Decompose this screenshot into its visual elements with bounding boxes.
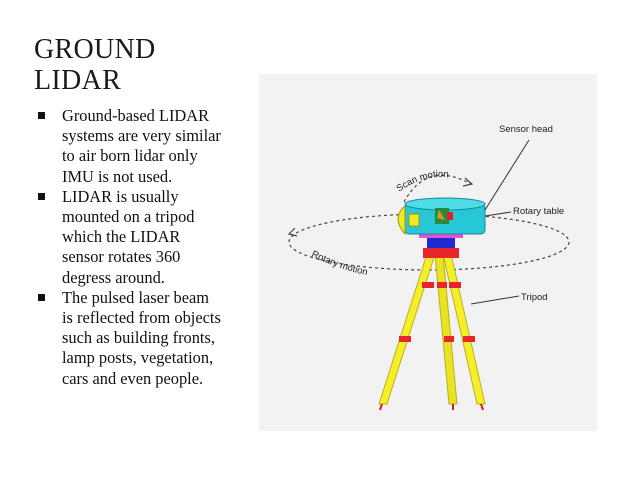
label-sensor-head: Sensor head xyxy=(499,124,553,135)
bullet-line: sensor rotates 360 xyxy=(62,247,181,267)
scan-motion-text: Scan motion xyxy=(394,168,450,195)
scan-arrow-icon xyxy=(463,178,472,186)
bullet-line: The pulsed laser beam xyxy=(62,287,210,307)
label-scan-motion xyxy=(395,169,450,194)
bullet-square-icon xyxy=(38,294,45,301)
slide-title xyxy=(34,34,156,96)
lidar-tripod-figure xyxy=(259,74,597,431)
leg-foot xyxy=(481,404,483,410)
tripod-head xyxy=(423,248,459,258)
bullet-line: lamp posts, vegetation, xyxy=(62,348,214,368)
leg-clamp xyxy=(399,336,411,342)
sensor-head-leader xyxy=(485,140,529,210)
bullet-list xyxy=(38,106,258,389)
bullet-line: degress around. xyxy=(62,267,165,287)
tripod xyxy=(379,248,485,410)
rotary-arrow-icon xyxy=(289,228,297,236)
bullet-line: LIDAR is usually xyxy=(62,186,179,206)
bullet-line: to air born lidar only xyxy=(62,146,198,166)
leg-clamp xyxy=(449,282,461,288)
bullet-line: cars and even people. xyxy=(62,368,204,388)
rotary-motion-text: Rotary motion xyxy=(309,248,369,279)
bullet-line: is reflected from objects xyxy=(62,308,221,328)
sensor-end-cap xyxy=(398,206,405,234)
bullet-line: mounted on a tripod xyxy=(62,207,195,227)
bullet-item xyxy=(38,187,258,288)
bullet-square-icon xyxy=(38,112,45,119)
bullet-item xyxy=(38,106,258,187)
leg-clamp xyxy=(444,336,454,342)
title-line-1: GROUND xyxy=(34,34,156,65)
bullet-line: which the LIDAR xyxy=(62,227,181,247)
sensor-head xyxy=(398,198,485,234)
label-tripod: Tripod xyxy=(521,292,548,303)
leg-foot xyxy=(380,404,382,410)
leg-clamp xyxy=(437,282,447,288)
sensor-window xyxy=(409,214,419,226)
label-rotary-table: Rotary table xyxy=(513,206,565,217)
leg-clamp xyxy=(463,336,475,342)
bullet-line: such as building fronts, xyxy=(62,328,215,348)
bullet-square-icon xyxy=(38,193,45,200)
rotary-table-leader xyxy=(485,212,511,216)
bullet-line: systems are very similar xyxy=(62,126,221,146)
bullet-line: Ground-based LIDAR xyxy=(62,106,210,125)
bullet-item xyxy=(38,288,258,389)
leg-clamp xyxy=(422,282,434,288)
bullet-line: IMU is not used. xyxy=(62,166,173,186)
lidar-diagram xyxy=(259,74,597,431)
label-rotary-motion xyxy=(310,249,369,278)
title-line-2: LIDAR xyxy=(34,65,122,96)
sensor-indicator xyxy=(447,212,453,220)
tripod-leg-left xyxy=(379,254,435,404)
tripod-leader xyxy=(471,296,519,304)
